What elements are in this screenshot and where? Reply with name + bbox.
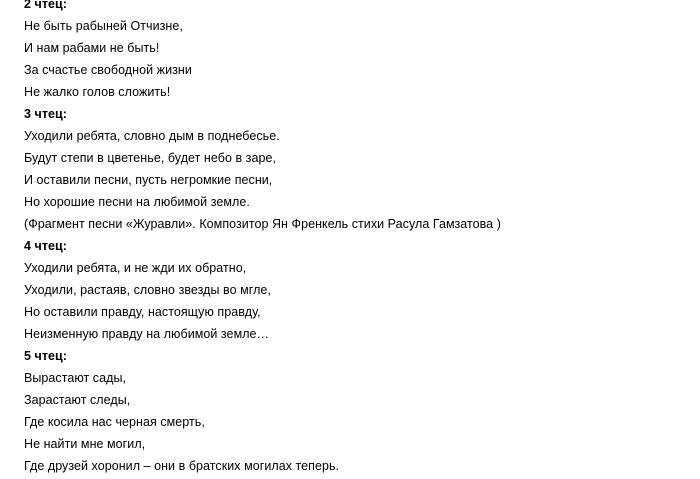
- reader-heading-2: 2 чтец:: [24, 0, 67, 11]
- verse-line: Вырастают сады,: [24, 371, 127, 385]
- verse-line: И нам рабами не быть!: [24, 41, 160, 55]
- reader-heading-3: 3 чтец:: [24, 107, 67, 121]
- verse-line: Неизменную правду на любимой земле…: [24, 327, 270, 341]
- verse-line: И оставили песни, пусть негромкие песни,: [24, 173, 273, 187]
- verse-line: Но хорошие песни на любимой земле.: [24, 195, 250, 209]
- verse-line: Уходили, растаяв, словно звезды во мгле,: [24, 283, 271, 297]
- verse-line: Не жалко голов сложить!: [24, 85, 171, 99]
- verse-line: За счастье свободной жизни: [24, 63, 192, 77]
- verse-line: Будут степи в цветенье, будет небо в заре,: [24, 151, 276, 165]
- verse-line: Уходили ребята, словно дым в поднебесье.: [24, 129, 280, 143]
- verse-line: Уходили ребята, и не жди их обратно,: [24, 261, 247, 275]
- reader-heading-4: 4 чтец:: [24, 239, 67, 253]
- verse-line: Не найти мне могил,: [24, 437, 146, 451]
- reader-heading-5: 5 чтец:: [24, 349, 67, 363]
- verse-line: Где друзей хоронил – они в братских могилах теперь.: [24, 459, 340, 473]
- verse-line: Но оставили правду, настоящую правду,: [24, 305, 261, 319]
- document-body: [24, 0, 684, 477]
- verse-line: Где косила нас черная смерть,: [24, 415, 205, 429]
- song-note: (Фрагмент песни «Журавли». Композитор Ян Френкель стихи Расула Гамзатова ): [24, 217, 501, 231]
- verse-line: Не быть рабыней Отчизне,: [24, 19, 183, 33]
- verse-line: Зарастают следы,: [24, 393, 131, 407]
